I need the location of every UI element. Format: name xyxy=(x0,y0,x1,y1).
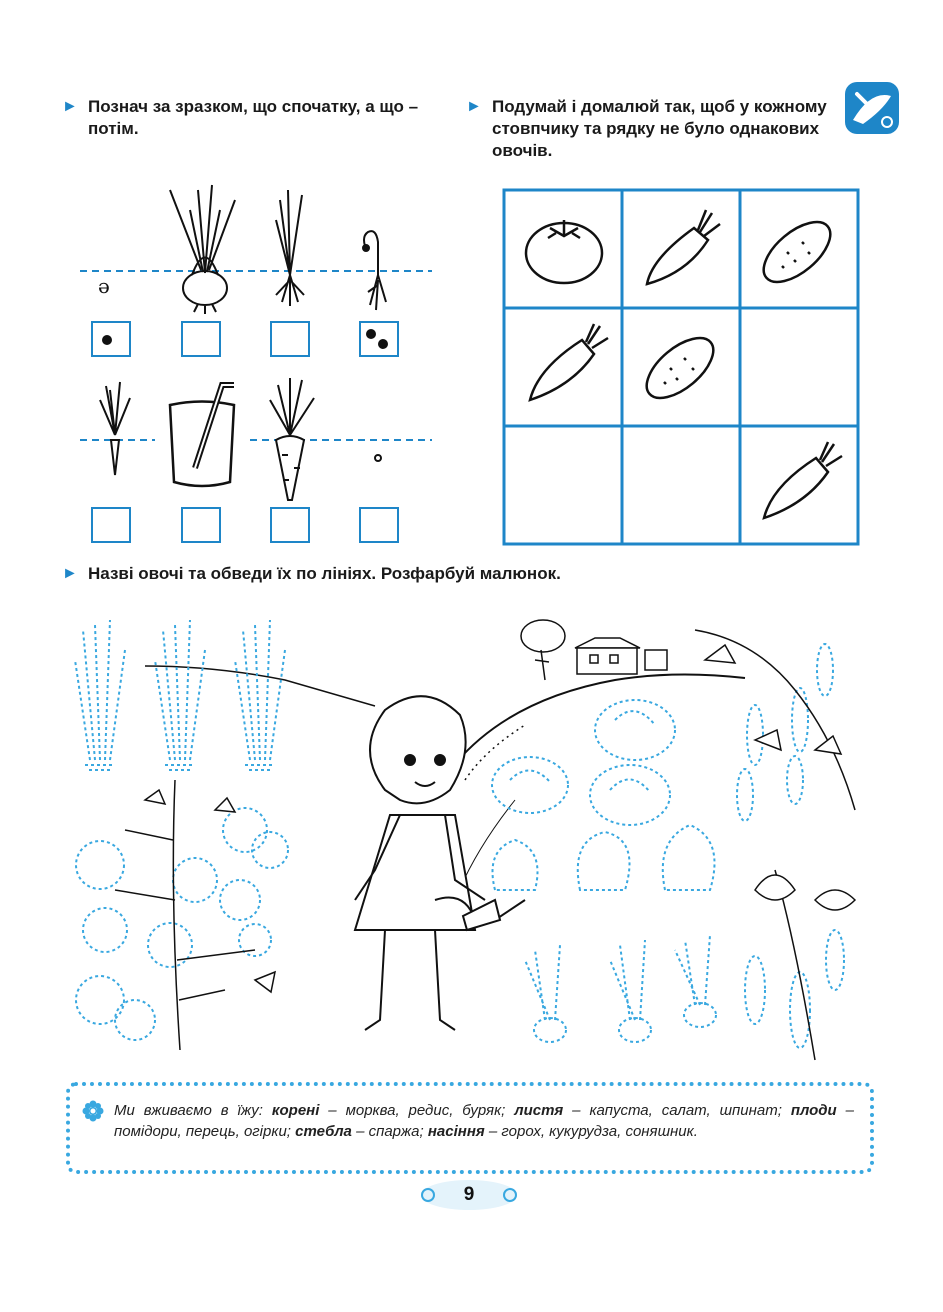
answer-box[interactable] xyxy=(360,322,398,356)
traced-tomatoes xyxy=(76,808,288,1040)
juice-glass-icon xyxy=(170,385,234,486)
answer-box[interactable] xyxy=(182,508,220,542)
answer-box[interactable] xyxy=(271,508,309,542)
traced-cucumbers xyxy=(737,644,833,821)
task1-instruction-text: Познач за зразком, що спочатку, а що – потім. xyxy=(88,97,419,138)
traced-onion-plants xyxy=(75,620,285,770)
task2-instruction-text: Подумай і домалюй так, щоб у кожному стовпчику та рядку не було однакових овочів. xyxy=(492,97,827,160)
answer-box[interactable] xyxy=(92,508,130,542)
info-note-text: Ми вживаємо в їжу: корені – морква, редис, буряк; листя – капуста, салат, шпинат; плоди – помідори, перець, огірки; стебла – спаржа; насіння – горох, кукурудза, соняшник. xyxy=(114,1102,854,1140)
onion-young-icon xyxy=(276,190,304,306)
vegetable-grid xyxy=(502,188,862,546)
page-number: 9 xyxy=(463,1184,475,1205)
answer-box[interactable] xyxy=(360,508,398,542)
answer-box[interactable] xyxy=(182,322,220,356)
tree-icon xyxy=(521,620,565,680)
arrow-bullet-icon: ► xyxy=(62,98,78,115)
carrot-grown-icon xyxy=(270,378,314,500)
arrow-bullet-icon: ► xyxy=(62,565,78,582)
answer-box-row-1 xyxy=(92,322,398,356)
girl-watering-icon xyxy=(355,696,525,1030)
answer-box[interactable] xyxy=(271,322,309,356)
drawing-task-icon xyxy=(843,80,901,136)
garden-tracing-scene xyxy=(55,600,865,1070)
carrot-young-icon xyxy=(100,382,130,475)
task2-instruction xyxy=(466,96,842,162)
task1-instruction xyxy=(62,96,448,140)
info-note-box xyxy=(66,1082,874,1174)
house-icon xyxy=(575,638,667,674)
page-number-badge xyxy=(416,1178,522,1212)
task3-instruction-text: Назві овочі та обведи їх по лініях. Розфарбуй малюнок. xyxy=(88,564,561,583)
arrow-bullet-icon: ► xyxy=(466,98,482,115)
traced-lettuce xyxy=(493,825,715,890)
answer-box-row-2 xyxy=(92,508,398,542)
tomato-plant xyxy=(115,780,275,1050)
svg-text:ә: ә xyxy=(98,274,110,298)
pea-plant xyxy=(755,870,855,1060)
traced-beets xyxy=(525,935,716,1042)
growth-sequence-exercise xyxy=(70,150,450,550)
cucumber-vine xyxy=(695,630,855,810)
flower-bullet-icon xyxy=(82,1100,104,1122)
traced-cabbages xyxy=(492,700,675,825)
task3-instruction xyxy=(62,563,788,585)
onion-grown-icon xyxy=(170,185,235,314)
